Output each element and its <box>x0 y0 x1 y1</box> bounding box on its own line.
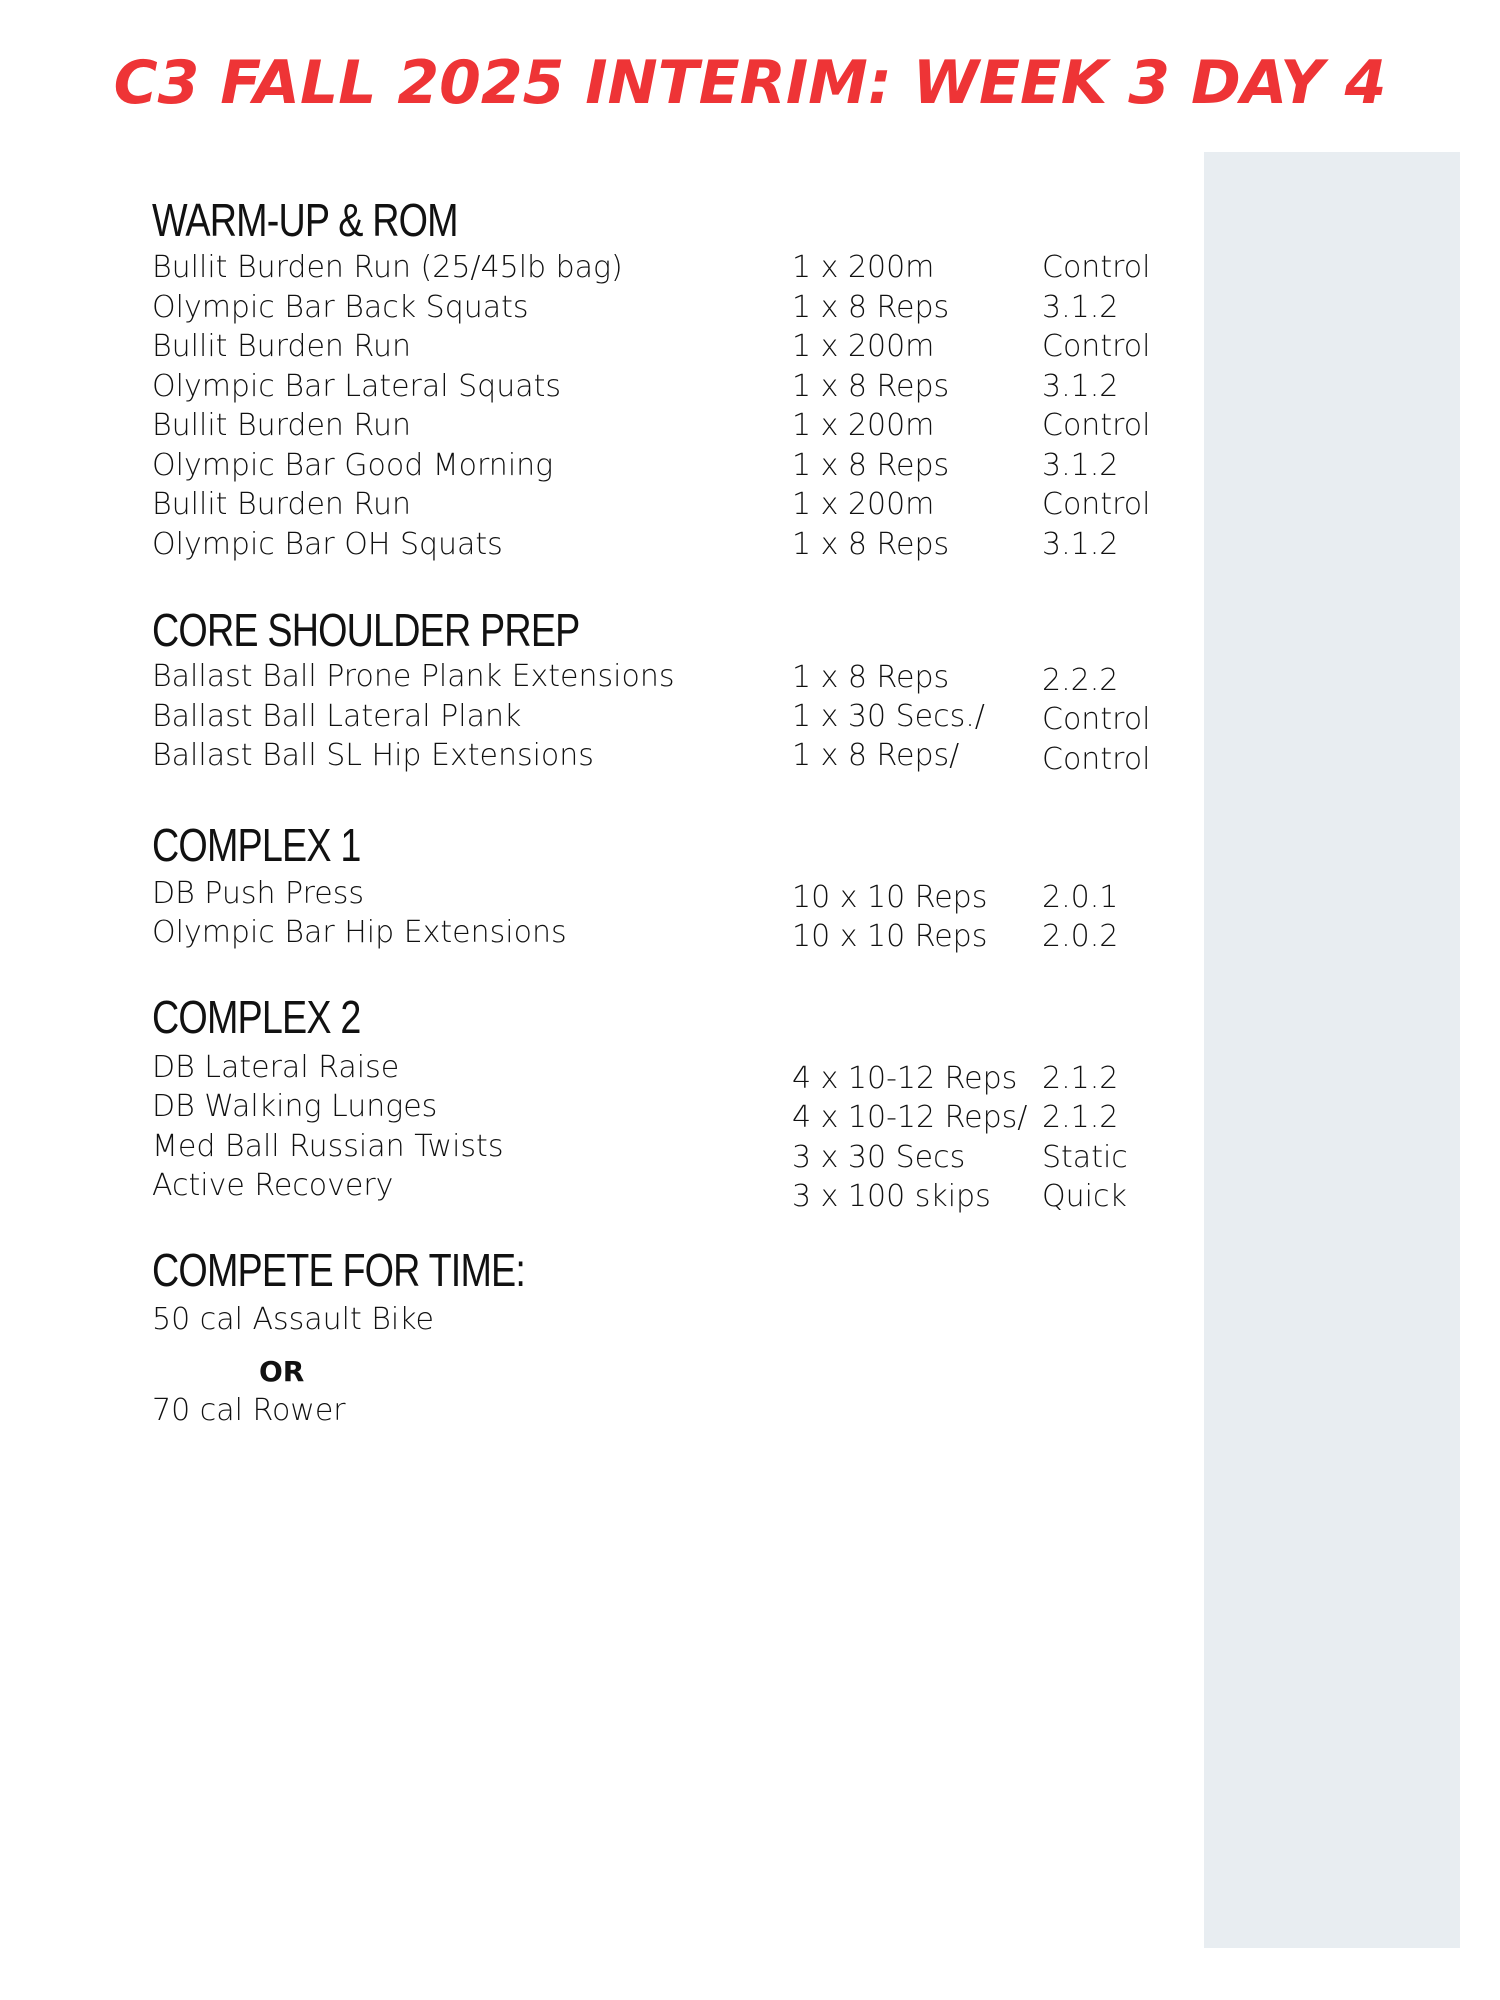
compete-option-rower: 70 cal Rower <box>152 1393 346 1428</box>
exercise-name: Ballast Ball Lateral Plank <box>152 699 522 734</box>
exercise-volume: 1 x 200m <box>792 487 935 522</box>
exercise-volume: 10 x 10 Reps <box>792 880 988 915</box>
exercise-volume: 1 x 200m <box>792 329 935 364</box>
exercise-name: Olympic Bar Back Squats <box>152 290 529 325</box>
exercise-tempo: Static <box>1042 1140 1128 1175</box>
exercise-name: DB Push Press <box>152 876 364 911</box>
exercise-volume: 1 x 8 Reps <box>792 448 950 483</box>
exercise-tempo: Control <box>1042 250 1151 285</box>
exercise-tempo: Control <box>1042 487 1151 522</box>
exercise-volume: 1 x 8 Reps <box>792 660 950 695</box>
exercise-name: Bullit Burden Run <box>152 329 411 364</box>
exercise-volume: 1 x 8 Reps <box>792 290 950 325</box>
compete-option-bike: 50 cal Assault Bike <box>152 1302 435 1337</box>
exercise-tempo: 2.0.2 <box>1042 919 1119 954</box>
exercise-tempo: 2.1.2 <box>1042 1061 1119 1096</box>
exercise-tempo: Control <box>1042 742 1151 777</box>
exercise-name: Bullit Burden Run <box>152 408 411 443</box>
exercise-tempo: 2.1.2 <box>1042 1100 1119 1135</box>
exercise-name: Olympic Bar Lateral Squats <box>152 369 562 404</box>
exercise-name: DB Lateral Raise <box>152 1050 400 1085</box>
exercise-volume: 4 x 10-12 Reps <box>792 1061 1018 1096</box>
exercise-volume: 1 x 8 Reps <box>792 527 950 562</box>
exercise-name: Active Recovery <box>152 1168 394 1203</box>
exercise-tempo: Control <box>1042 408 1151 443</box>
section-heading-complex-2: COMPLEX 2 <box>152 991 361 1043</box>
exercise-volume: 3 x 100 skips <box>792 1179 991 1214</box>
page-title: C3 FALL 2025 INTERIM: WEEK 3 DAY 4 <box>113 48 1387 118</box>
exercise-tempo: 2.2.2 <box>1042 663 1119 698</box>
exercise-volume: 3 x 30 Secs <box>792 1140 966 1175</box>
exercise-name: Olympic Bar Hip Extensions <box>152 915 567 950</box>
exercise-volume: 1 x 8 Reps <box>792 369 950 404</box>
side-panel <box>1204 152 1460 1948</box>
or-label: OR <box>259 1355 305 1388</box>
exercise-name: Olympic Bar Good Morning <box>152 448 554 483</box>
exercise-tempo: 3.1.2 <box>1042 369 1119 404</box>
exercise-volume: 4 x 10-12 Reps/ <box>792 1100 1028 1135</box>
exercise-tempo: 3.1.2 <box>1042 527 1119 562</box>
exercise-name: Olympic Bar OH Squats <box>152 527 503 562</box>
exercise-name: Med Ball Russian Twists <box>152 1129 504 1164</box>
section-heading-compete: COMPETE FOR TIME: <box>152 1244 526 1296</box>
section-heading-core: CORE SHOULDER PREP <box>152 604 580 656</box>
section-heading-warmup: WARM-UP & ROM <box>152 194 458 246</box>
exercise-volume: 1 x 200m <box>792 408 935 443</box>
exercise-name: Ballast Ball SL Hip Extensions <box>152 738 594 773</box>
section-heading-complex-1: COMPLEX 1 <box>152 819 361 871</box>
exercise-tempo: 3.1.2 <box>1042 290 1119 325</box>
exercise-tempo: 2.0.1 <box>1042 880 1119 915</box>
exercise-tempo: Quick <box>1042 1179 1127 1214</box>
exercise-volume: 1 x 30 Secs./ <box>792 699 985 734</box>
exercise-tempo: Control <box>1042 702 1151 737</box>
exercise-name: Bullit Burden Run (25/45lb bag) <box>152 250 623 285</box>
exercise-volume: 10 x 10 Reps <box>792 919 988 954</box>
exercise-name: DB Walking Lunges <box>152 1089 438 1124</box>
exercise-volume: 1 x 200m <box>792 250 935 285</box>
exercise-tempo: 3.1.2 <box>1042 448 1119 483</box>
exercise-name: Ballast Ball Prone Plank Extensions <box>152 659 675 694</box>
exercise-volume: 1 x 8 Reps/ <box>792 738 960 773</box>
exercise-name: Bullit Burden Run <box>152 487 411 522</box>
exercise-tempo: Control <box>1042 329 1151 364</box>
